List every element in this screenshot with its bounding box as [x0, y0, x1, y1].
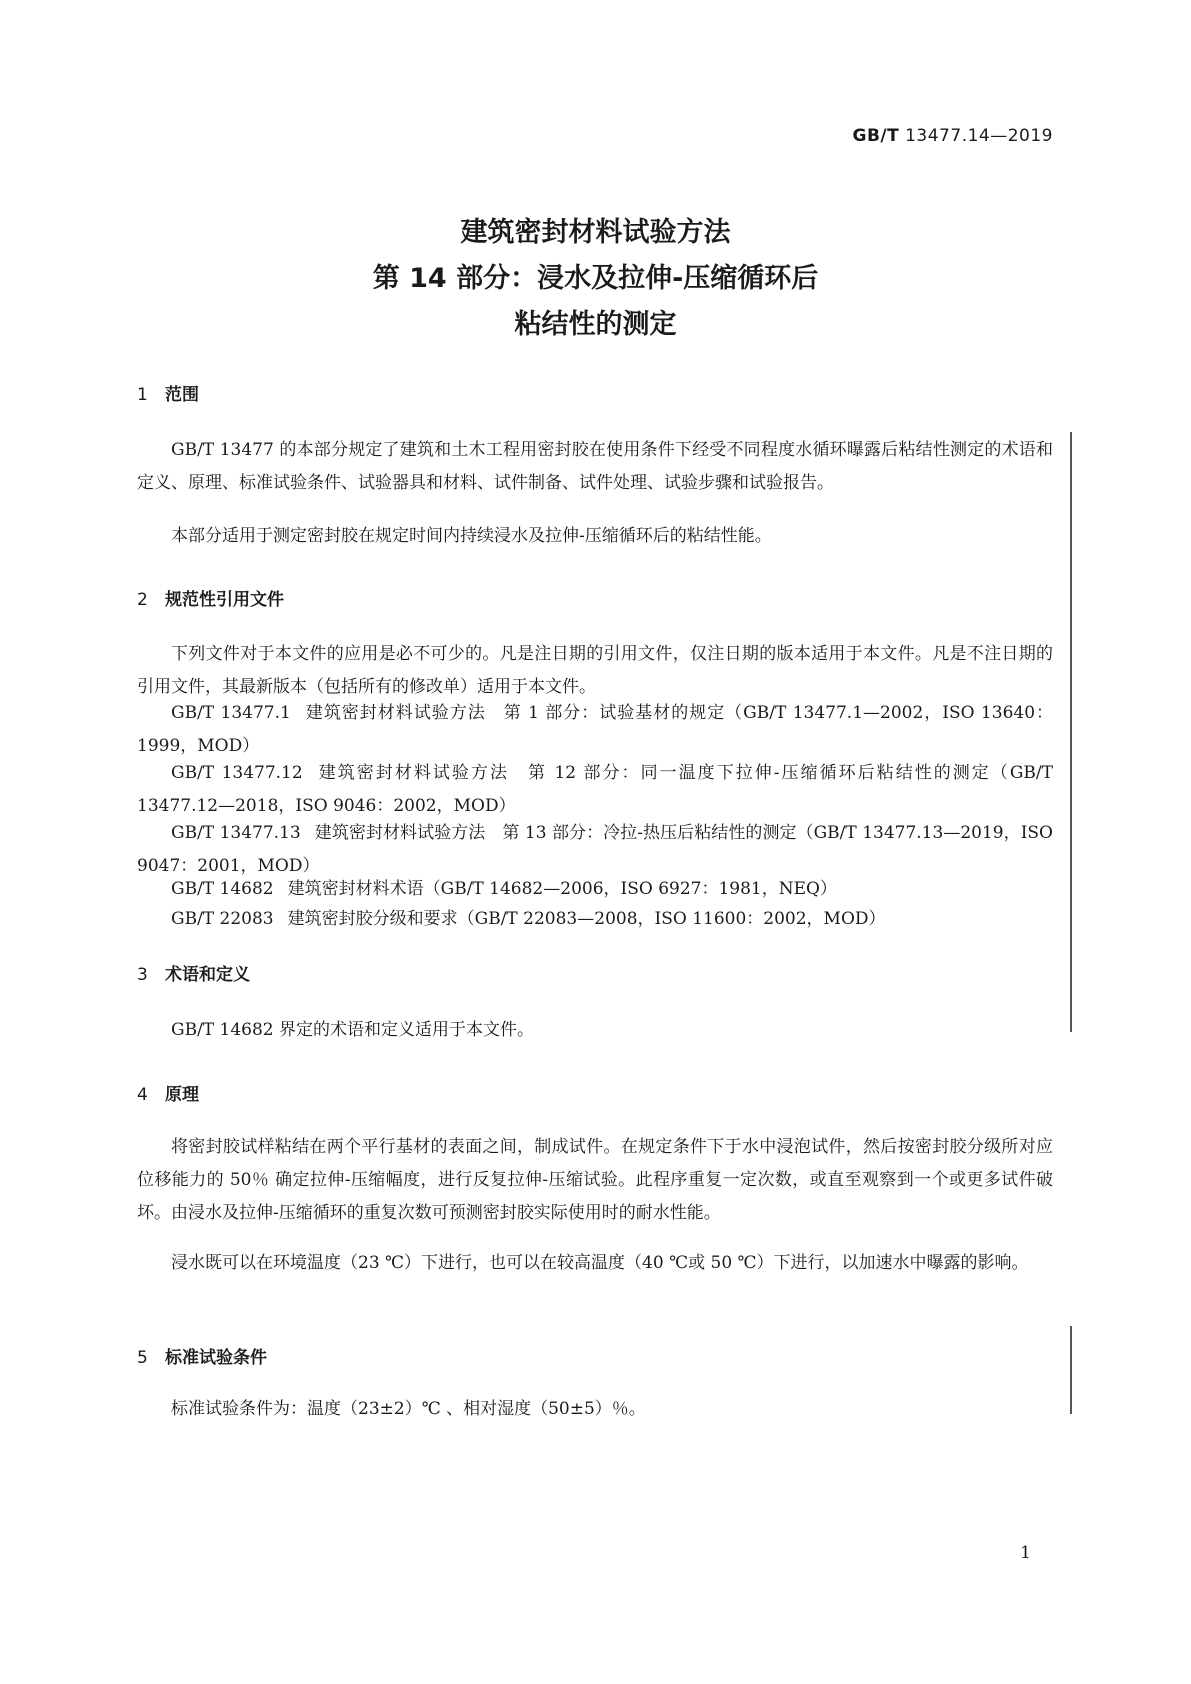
section-3-paragraph-1: GB/T 14682 界定的术语和定义适用于本文件。 — [171, 1020, 535, 1040]
section-title: 规范性引用文件 — [165, 590, 284, 610]
reference-code: GB/T 13477.12 — [171, 763, 303, 783]
section-number: 4 — [137, 1085, 148, 1105]
title-line-1: 建筑密封材料试验方法 — [460, 217, 731, 248]
reference-code: GB/T 22083 — [171, 909, 274, 929]
reference-item — [137, 873, 1053, 906]
reference-text: 建筑密封材料术语（GB/T 14682—2006，ISO 6927：1981，NEQ） — [287, 879, 837, 899]
section-number: 5 — [137, 1348, 148, 1368]
section-4-paragraph-1: 将密封胶试样粘结在两个平行基材的表面之间，制成试件。在规定条件下于水中浸泡试件，然后按密封胶分级所对应位移能力的 50％ 确定拉伸-压缩幅度，进行反复拉伸-压缩试验。此程序重复一定次数，或直至观察到一个或更多试件破坏。由浸水及拉伸-压缩循环的重复次数可预测密封胶实际使用时的耐水性能。 — [137, 1137, 1053, 1223]
section-2-paragraph-1: 下列文件对于本文件的应用是必不可少的。凡是注日期的引用文件，仅注日期的版本适用于本文件。凡是不注日期的引用文件，其最新版本（包括所有的修改单）适用于本文件。 — [137, 644, 1053, 697]
section-title: 标准试验条件 — [165, 1348, 267, 1368]
page-number: 1 — [1020, 1543, 1031, 1563]
section-4-heading — [137, 1080, 199, 1105]
title-line-3: 粘结性的测定 — [514, 309, 677, 340]
section-1-paragraph-1: GB/T 13477 的本部分规定了建筑和土木工程用密封胶在使用条件下经受不同程度水循环曝露后粘结性测定的术语和定义、原理、标准试验条件、试验器具和材料、试件制备、试件处理、试验步骤和试验报告。 — [137, 440, 1053, 493]
section-number: 2 — [137, 590, 148, 610]
section-title: 原理 — [165, 1085, 199, 1105]
reference-text: 建筑密封材料试验方法 第 13 部分：冷拉-热压后粘结性的测定（GB/T 13477.13—2019，ISO 9047：2001，MOD） — [137, 823, 1053, 876]
section-title: 术语和定义 — [165, 965, 250, 985]
section-number: 3 — [137, 965, 148, 985]
section-title: 范围 — [165, 385, 199, 405]
section-1-paragraph-2: 本部分适用于测定密封胶在规定时间内持续浸水及拉伸-压缩循环后的粘结性能。 — [171, 526, 772, 546]
reference-code: GB/T 13477.1 — [171, 703, 291, 723]
section-number: 1 — [137, 385, 148, 405]
reference-text: 建筑密封材料试验方法 第 12 部分：同一温度下拉伸-压缩循环后粘结性的测定（GB/T 13477.12—2018，ISO 9046：2002，MOD） — [137, 763, 1053, 816]
section-2-heading — [137, 585, 284, 610]
title-line-2: 第 14 部分：浸水及拉伸-压缩循环后 — [372, 263, 819, 294]
standard-number: 13477.14—2019 — [905, 126, 1053, 146]
section-5-heading — [137, 1343, 267, 1368]
document-title — [0, 210, 1191, 348]
standard-prefix: GB/T — [852, 126, 900, 146]
reference-code: GB/T 14682 — [171, 879, 274, 899]
section-4-paragraph-2: 浸水既可以在环境温度（23 ℃）下进行，也可以在较高温度（40 ℃或 50 ℃）下进行，以加速水中曝露的影响。 — [171, 1253, 1029, 1273]
reference-item — [137, 757, 1053, 823]
reference-item — [137, 697, 1053, 763]
section-1-heading — [137, 380, 199, 405]
reference-text: 建筑密封材料试验方法 第 1 部分：试验基材的规定（GB/T 13477.1—2002，ISO 13640：1999，MOD） — [137, 703, 1054, 756]
reference-text: 建筑密封胶分级和要求（GB/T 22083—2008，ISO 11600：2002，MOD） — [287, 909, 886, 929]
section-5-paragraph-1: 标准试验条件为：温度（23±2）℃ 、相对湿度（50±5）％。 — [171, 1399, 646, 1419]
standard-code — [852, 126, 1053, 146]
reference-item — [137, 903, 1053, 936]
revision-change-bar — [1070, 1326, 1072, 1414]
section-3-heading — [137, 960, 250, 985]
reference-code: GB/T 13477.13 — [171, 823, 301, 843]
revision-change-bar — [1070, 432, 1072, 1032]
